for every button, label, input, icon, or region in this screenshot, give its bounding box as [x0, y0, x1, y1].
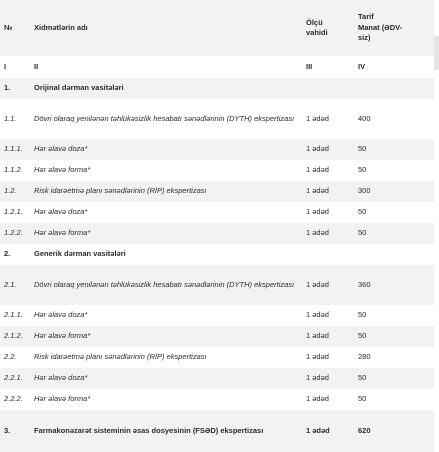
row-service-name: Hər əlavə doza* — [34, 310, 88, 320]
header-tarif: Tarif Manat (ƏDV- siz) — [354, 0, 434, 56]
header-unit: Ölçü vahidi — [302, 0, 354, 56]
table-row — [0, 139, 434, 160]
header-service-name: Xidmətlərin adı — [30, 0, 302, 56]
header-no: № — [0, 0, 30, 56]
row-service-name: Risk idarəetmə planı sənədlərinin (RİP) ekspertizası — [34, 352, 207, 362]
row-service-name: Generik dərman vasitələri — [34, 249, 126, 259]
row-unit: 1 ədəd — [302, 368, 354, 389]
row-service-name: Hər əlavə doza* — [30, 368, 302, 389]
table-row — [0, 181, 434, 202]
row-tarif: 50 — [358, 394, 367, 404]
row-unit: 1 ədəd — [306, 394, 329, 404]
row-tarif: 620 — [354, 410, 434, 452]
row-tarif: 400 — [358, 113, 371, 123]
row-service-name: Dövri olaraq yenilənən təhlükəsizlik hesabatı sənədlərinin (DYTH) ekspertizası — [34, 113, 295, 123]
row-unit: 1 ədəd — [302, 265, 354, 305]
row-service-name: Hər əlavə forma* — [34, 394, 91, 404]
roman-col-2: II — [34, 61, 39, 71]
row-tarif: 50 — [358, 207, 367, 217]
row-service-name: Risk idarəetmə planı sənədlərinin (RİP) ekspertizası — [30, 181, 302, 202]
table-row — [0, 347, 434, 368]
row-unit: 1 ədəd — [302, 181, 354, 202]
table-row — [0, 99, 434, 139]
table-row — [0, 78, 434, 99]
roman-col-3: III — [306, 61, 313, 71]
row-service-name: Hər əlavə forma* — [30, 223, 302, 244]
row-number: 1.2.1. — [4, 207, 23, 217]
roman-col-1: I — [4, 61, 7, 71]
row-tarif: 50 — [358, 165, 367, 175]
row-unit: 1 ədəd — [306, 310, 329, 320]
row-service-name: Hər əlavə doza* — [34, 207, 88, 217]
row-number: 1.1.2. — [4, 165, 23, 175]
row-service-name: Dövri olaraq yenilənən təhlükəsizlik hesabatı sənədlərinin (DYTH) ekspertizası — [30, 265, 302, 305]
row-number: 1. — [0, 78, 30, 99]
row-tarif: 50 — [354, 368, 434, 389]
row-number: 2.2.2. — [4, 394, 23, 404]
row-number: 1.2. — [0, 181, 30, 202]
row-unit — [302, 244, 354, 265]
row-unit: 1 ədəd — [302, 410, 354, 452]
table-row — [0, 202, 434, 223]
row-number: 1.1.1. — [0, 139, 30, 160]
row-unit: 1 ədəd — [306, 113, 329, 123]
row-tarif: 50 — [354, 326, 434, 347]
row-number: 2.1.1. — [4, 310, 23, 320]
row-unit: 1 ədəd — [302, 139, 354, 160]
row-number: 1.1. — [4, 113, 17, 123]
row-number: 2. — [4, 249, 11, 259]
row-number: 2.1.2. — [0, 326, 30, 347]
row-unit: 1 ədəd — [306, 165, 329, 175]
row-unit — [302, 78, 354, 99]
table-row — [0, 305, 434, 326]
row-service-name: Orijinal dərman vasitələri — [30, 78, 302, 99]
row-number: 2.1. — [0, 265, 30, 305]
table-row — [0, 368, 434, 389]
row-unit: 1 ədəd — [302, 326, 354, 347]
row-tarif: 300 — [354, 181, 434, 202]
row-number: 2.2. — [4, 352, 17, 362]
table-row — [0, 223, 434, 244]
roman-col-4: IV — [358, 61, 366, 71]
row-tarif: 360 — [354, 265, 434, 305]
row-unit: 1 ədəd — [306, 352, 329, 362]
row-service-name: Hər əlavə forma* — [34, 165, 91, 175]
row-unit: 1 ədəd — [302, 223, 354, 244]
table-row — [0, 410, 434, 452]
table-row — [0, 389, 434, 410]
table-row — [0, 326, 434, 347]
row-tarif: 50 — [354, 223, 434, 244]
row-unit: 1 ədəd — [306, 207, 329, 217]
row-service-name: Farmakonəzarət sisteminin əsas dosyesinin (FSƏD) ekspertizası — [30, 410, 302, 452]
row-tarif — [354, 244, 434, 265]
scrollbar-fragment[interactable] — [434, 36, 439, 70]
table-row — [0, 160, 434, 181]
row-number: 3. — [0, 410, 30, 452]
row-tarif: 50 — [354, 139, 434, 160]
row-tarif: 280 — [358, 352, 371, 362]
row-tarif: 50 — [358, 310, 367, 320]
roman-numeral-row — [0, 56, 434, 78]
row-tarif — [354, 78, 434, 99]
row-number: 2.2.1. — [0, 368, 30, 389]
table-row — [0, 265, 434, 305]
table-header-row — [0, 0, 434, 56]
row-number: 1.2.2. — [0, 223, 30, 244]
row-service-name: Hər əlavə forma* — [30, 326, 302, 347]
row-service-name: Hər əlavə doza* — [30, 139, 302, 160]
table-row — [0, 244, 434, 265]
